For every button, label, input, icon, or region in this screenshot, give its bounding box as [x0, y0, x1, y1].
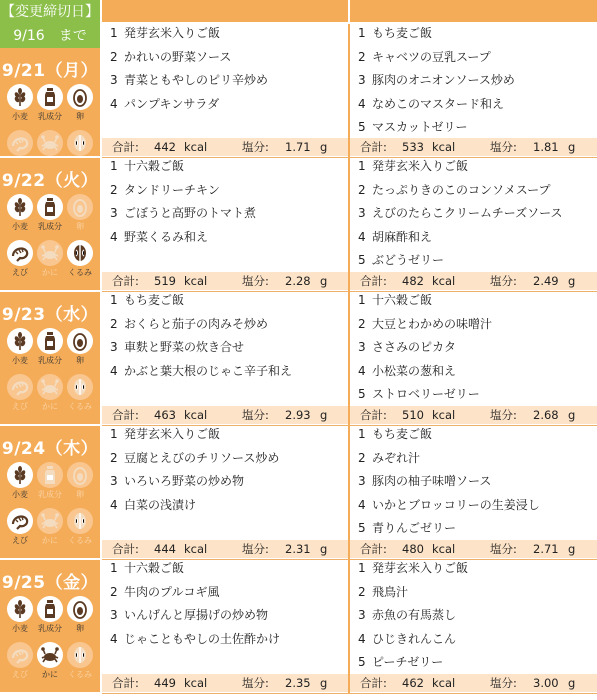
walnut-icon — [67, 130, 93, 156]
menu-column-b — [350, 560, 597, 694]
kcal-unit: kcal — [432, 274, 456, 288]
menu-item: 1 発芽玄米入りご飯 — [110, 26, 221, 40]
menu-item: 1 十六穀ご飯 — [110, 561, 185, 575]
salt-value: 2.93 — [285, 408, 311, 422]
milk-bottle-icon — [37, 596, 63, 622]
menu-item: 1 もち麦ご飯 — [358, 427, 433, 441]
column-divider — [348, 158, 350, 292]
allergen-label: 小麦 — [12, 222, 28, 231]
allergen-label: 乳成分 — [38, 356, 62, 365]
day-block — [0, 560, 597, 694]
salt-unit: g — [568, 676, 576, 690]
menu-item: 3 赤魚の有馬蒸し — [358, 608, 457, 622]
column-divider — [348, 426, 350, 560]
menu-column-a — [102, 292, 348, 426]
egg-icon — [67, 194, 93, 220]
allergen-label: くるみ — [68, 670, 92, 679]
column-divider — [348, 292, 350, 426]
menu-column-a — [102, 158, 348, 292]
total-kcal-value: 444 — [154, 542, 176, 556]
allergen-label: 小麦 — [12, 356, 28, 365]
nutrition-total-row — [102, 406, 348, 424]
allergen-label: 小麦 — [12, 624, 28, 633]
crab-icon — [37, 374, 63, 400]
salt-unit: g — [568, 408, 576, 422]
menu-item: 2 たっぷりきのこのコンソメスープ — [358, 182, 551, 197]
salt-label: 塩分: — [242, 408, 269, 422]
allergen-label: 卵 — [76, 112, 84, 121]
allergen-label: えび — [12, 402, 28, 411]
walnut-icon — [67, 240, 93, 266]
kcal-unit: kcal — [184, 274, 208, 288]
menu-item: 3 豚肉の柚子味噌ソース — [358, 474, 492, 488]
egg-icon — [67, 462, 93, 488]
salt-label: 塩分: — [242, 676, 269, 690]
walnut-icon — [67, 642, 93, 668]
total-kcal-label: 合計: — [360, 140, 387, 154]
nutrition-total-row — [102, 272, 348, 290]
shrimp-icon — [7, 374, 33, 400]
nutrition-total-row — [350, 540, 597, 558]
kcal-unit: kcal — [432, 140, 456, 154]
wheat-icon — [7, 462, 33, 488]
salt-unit: g — [320, 140, 328, 154]
milk-bottle-icon — [37, 194, 63, 220]
wheat-icon — [7, 328, 33, 354]
total-kcal-label: 合計: — [112, 542, 139, 556]
menu-item: 2 飛鳥汁 — [358, 584, 409, 599]
total-kcal-value: 482 — [402, 274, 424, 288]
allergen-label: かに — [42, 402, 58, 411]
crab-icon — [37, 642, 63, 668]
menu-item: 2 タンドリーチキン — [110, 182, 220, 197]
allergen-label: えび — [12, 268, 28, 277]
allergen-label: 小麦 — [12, 490, 28, 499]
salt-label: 塩分: — [490, 274, 517, 288]
nutrition-total-row — [102, 540, 348, 558]
allergen-label: かに — [42, 268, 58, 277]
allergen-label: 卵 — [76, 490, 84, 499]
salt-unit: g — [320, 408, 328, 422]
kcal-unit: kcal — [432, 542, 456, 556]
shrimp-icon — [7, 508, 33, 534]
shrimp-icon — [7, 642, 33, 668]
menu-item: 4 ひじきれんこん — [358, 631, 457, 646]
menu-item: 1 もち麦ご飯 — [358, 26, 433, 40]
menu-item: 2 おくらと茄子の肉みそ炒め — [110, 316, 269, 331]
salt-unit: g — [320, 542, 328, 556]
allergen-label: えび — [12, 670, 28, 679]
kcal-unit: kcal — [432, 676, 456, 690]
header-cell-menu-a — [102, 0, 348, 22]
menu-item: 4 じゃこともやしの土佐酢かけ — [110, 631, 281, 646]
menu-item: 4 胡麻酢和え — [358, 229, 433, 244]
menu-item: 4 白菜の浅漬け — [110, 497, 197, 512]
total-kcal-label: 合計: — [112, 274, 139, 288]
column-divider — [348, 24, 350, 158]
kcal-unit: kcal — [184, 140, 208, 154]
header-cell-menu-b — [350, 0, 597, 22]
salt-label: 塩分: — [490, 140, 517, 154]
nutrition-total-row — [350, 272, 597, 290]
menu-item: 3 豚肉のオニオンソース炒め — [358, 73, 515, 87]
menu-item: 5 青りんごゼリー — [358, 521, 457, 535]
menu-item: 2 キャベツの豆乳スープ — [358, 49, 491, 64]
menu-column-a — [102, 26, 348, 158]
menu-item: 1 発芽玄米入りご飯 — [358, 561, 469, 575]
allergen-label: くるみ — [68, 536, 92, 545]
menu-item: 1 十六穀ご飯 — [358, 293, 433, 307]
total-kcal-label: 合計: — [360, 408, 387, 422]
crab-icon — [37, 240, 63, 266]
total-kcal-value: 533 — [402, 140, 424, 154]
menu-column-b — [350, 292, 597, 426]
kcal-unit: kcal — [184, 676, 208, 690]
day-label: 9/21（月） — [1, 61, 99, 81]
kcal-unit: kcal — [184, 542, 208, 556]
menu-item: 1 もち麦ご飯 — [110, 293, 185, 307]
allergen-label: 乳成分 — [38, 112, 62, 121]
allergen-label: かに — [42, 536, 58, 545]
allergen-label: 乳成分 — [38, 490, 62, 499]
menu-item: 4 小松菜の葱和え — [358, 363, 457, 378]
menu-item: 4 いかとブロッコリーの生姜浸し — [358, 497, 540, 512]
wheat-icon — [7, 84, 33, 110]
menu-item: 4 かぶと葉大根のじゃこ辛子和え — [110, 363, 293, 378]
menu-column-b — [350, 158, 597, 292]
menu-item: 5 ストロベリーゼリー — [358, 387, 480, 401]
menu-column-b — [350, 426, 597, 560]
salt-value: 1.71 — [285, 140, 311, 154]
menu-item: 2 牛肉のプルコギ風 — [110, 584, 220, 599]
menu-item: 3 ごぼうと高野のトマト煮 — [110, 206, 257, 220]
total-kcal-value: 442 — [154, 140, 176, 154]
menu-item: 3 いんげんと厚揚げの炒め物 — [110, 608, 269, 622]
menu-item: 5 ピーチゼリー — [358, 655, 444, 669]
salt-label: 塩分: — [490, 542, 517, 556]
total-kcal-label: 合計: — [112, 408, 139, 422]
salt-unit: g — [568, 542, 576, 556]
total-kcal-label: 合計: — [360, 676, 387, 690]
allergen-label: 卵 — [76, 356, 84, 365]
milk-bottle-icon — [37, 84, 63, 110]
salt-label: 塩分: — [242, 274, 269, 288]
allergen-label: 乳成分 — [38, 624, 62, 633]
day-block — [0, 158, 597, 292]
salt-unit: g — [568, 140, 576, 154]
allergen-label: 乳成分 — [38, 222, 62, 231]
egg-icon — [67, 328, 93, 354]
day-label: 9/22（火） — [1, 171, 99, 191]
salt-unit: g — [320, 676, 328, 690]
total-kcal-value: 510 — [402, 408, 424, 422]
menu-item: 2 豆腐とえびのチリソース炒め — [110, 450, 280, 465]
allergen-label: 卵 — [76, 222, 84, 231]
nutrition-total-row — [350, 138, 597, 156]
menu-item: 5 ぶどうゼリー — [358, 253, 445, 267]
nutrition-total-row — [350, 674, 597, 692]
total-kcal-value: 480 — [402, 542, 424, 556]
nutrition-total-row — [102, 674, 348, 692]
wheat-icon — [7, 596, 33, 622]
nutrition-total-row — [102, 138, 348, 156]
allergen-label: くるみ — [68, 268, 92, 277]
egg-icon — [67, 84, 93, 110]
salt-value: 1.81 — [533, 140, 559, 154]
salt-value: 2.68 — [533, 408, 559, 422]
salt-value: 2.35 — [285, 676, 311, 690]
egg-icon — [67, 596, 93, 622]
total-kcal-value: 463 — [154, 408, 176, 422]
milk-bottle-icon — [37, 462, 63, 488]
menu-item: 1 十六穀ご飯 — [110, 159, 185, 173]
nutrition-total-row — [350, 406, 597, 424]
menu-item: 2 みぞれ汁 — [358, 450, 421, 465]
day-block — [0, 24, 597, 158]
total-kcal-label: 合計: — [360, 274, 387, 288]
crab-icon — [37, 130, 63, 156]
wheat-icon — [7, 194, 33, 220]
kcal-unit: kcal — [432, 408, 456, 422]
menu-column-a — [102, 560, 348, 694]
total-kcal-value: 519 — [154, 274, 176, 288]
allergen-label: 小麦 — [12, 112, 28, 121]
menu-item: 3 ささみのピカタ — [358, 340, 457, 354]
allergen-label: えび — [12, 536, 28, 545]
menu-item: 2 かれいの野菜ソース — [110, 49, 232, 64]
shrimp-icon — [7, 130, 33, 156]
crab-icon — [37, 508, 63, 534]
menu-item: 4 パンプキンサラダ — [110, 96, 220, 111]
allergen-label: かに — [42, 670, 58, 679]
salt-value: 2.28 — [285, 274, 311, 288]
menu-item: 3 青菜ともやしのピリ辛炒め — [110, 73, 269, 87]
deadline-label: 【変更締切日】 — [0, 0, 100, 24]
salt-label: 塩分: — [242, 542, 269, 556]
menu-item: 3 いろいろ野菜の炒め物 — [110, 474, 245, 488]
day-label: 9/24（木） — [1, 439, 99, 459]
menu-column-b — [350, 26, 597, 158]
day-label: 9/25（金） — [1, 573, 99, 593]
menu-item: 4 野菜くるみ和え — [110, 229, 209, 244]
walnut-icon — [67, 374, 93, 400]
total-kcal-label: 合計: — [112, 140, 139, 154]
salt-unit: g — [568, 274, 576, 288]
allergen-label: くるみ — [68, 402, 92, 411]
salt-label: 塩分: — [490, 408, 517, 422]
salt-label: 塩分: — [242, 140, 269, 154]
salt-label: 塩分: — [490, 676, 517, 690]
walnut-icon — [67, 508, 93, 534]
deadline-date: 9/16 まで — [0, 24, 100, 48]
salt-unit: g — [320, 274, 328, 288]
total-kcal-value: 449 — [154, 676, 176, 690]
day-block — [0, 292, 597, 426]
shrimp-icon — [7, 240, 33, 266]
allergen-label: 卵 — [76, 624, 84, 633]
menu-item: 2 大豆とわかめの味噌汁 — [358, 316, 493, 331]
menu-column-a — [102, 426, 348, 560]
salt-value: 2.31 — [285, 542, 311, 556]
kcal-unit: kcal — [184, 408, 208, 422]
menu-item: 4 なめこのマスタード和え — [358, 96, 505, 111]
menu-item: 5 マスカットゼリー — [358, 120, 468, 134]
total-kcal-label: 合計: — [112, 676, 139, 690]
total-kcal-label: 合計: — [360, 542, 387, 556]
column-divider — [348, 560, 350, 694]
day-label: 9/23（水） — [1, 305, 99, 325]
salt-value: 3.00 — [533, 676, 559, 690]
menu-item: 1 発芽玄米入りご飯 — [110, 427, 221, 441]
salt-value: 2.71 — [533, 542, 559, 556]
menu-item: 3 車麩と野菜の炊き合せ — [110, 340, 245, 354]
day-block — [0, 426, 597, 560]
salt-value: 2.49 — [533, 274, 559, 288]
milk-bottle-icon — [37, 328, 63, 354]
total-kcal-value: 462 — [402, 676, 424, 690]
menu-item: 3 えびのたらこクリームチーズソース — [358, 206, 563, 220]
menu-item: 1 発芽玄米入りご飯 — [358, 159, 469, 173]
